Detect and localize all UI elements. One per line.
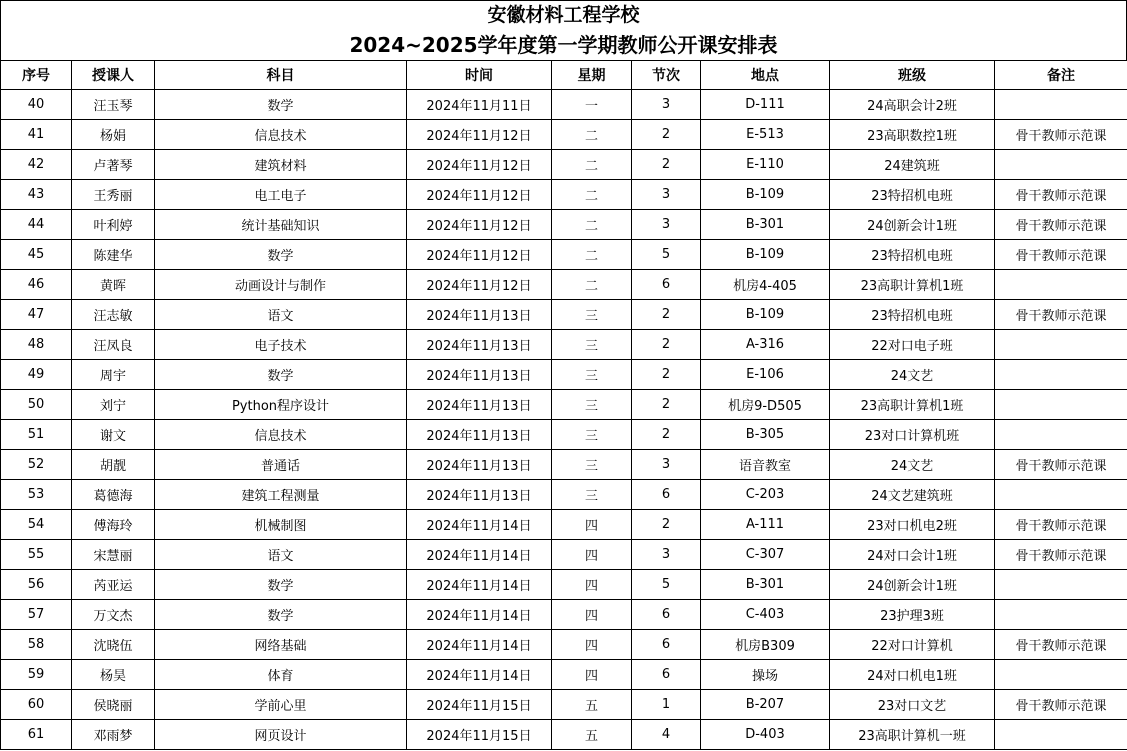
cell-col-remark [995,360,1127,390]
cell-col-weekday: 四 [552,540,632,570]
cell-col-index: 56 [1,570,72,600]
school-name: 安徽材料工程学校 [487,4,640,26]
table-row [1,480,1127,510]
cell-col-period: 3 [632,180,701,210]
cell-col-index: 60 [1,690,72,720]
cell-col-period: 2 [632,360,701,390]
cell-col-remark: 骨干教师示范课 [995,240,1127,270]
cell-col-period: 1 [632,690,701,720]
cell-col-date: 2024年11月12日 [407,150,552,180]
cell-col-location: 操场 [701,660,830,690]
cell-col-weekday: 四 [552,630,632,660]
cell-col-teacher: 万文杰 [72,600,155,630]
cell-col-date: 2024年11月13日 [407,450,552,480]
cell-col-teacher: 汪凤良 [72,330,155,360]
table-row [1,690,1127,720]
cell-col-weekday: 五 [552,690,632,720]
cell-col-remark [995,660,1127,690]
cell-col-index: 51 [1,420,72,450]
cell-col-date: 2024年11月13日 [407,480,552,510]
cell-col-location: B-305 [701,420,830,450]
cell-col-class: 23特招机电班 [830,240,995,270]
cell-col-class: 23特招机电班 [830,300,995,330]
cell-col-subject: 信息技术 [155,420,407,450]
cell-col-teacher: 周宇 [72,360,155,390]
cell-col-date: 2024年11月12日 [407,240,552,270]
cell-col-date: 2024年11月12日 [407,270,552,300]
cell-col-remark [995,600,1127,630]
cell-col-weekday: 四 [552,660,632,690]
cell-col-subject: 建筑工程测量 [155,480,407,510]
cell-col-teacher: 叶利婷 [72,210,155,240]
cell-col-class: 23高职数控1班 [830,120,995,150]
cell-col-date: 2024年11月12日 [407,210,552,240]
cell-col-date: 2024年11月14日 [407,510,552,540]
cell-col-index: 49 [1,360,72,390]
cell-col-remark: 骨干教师示范课 [995,510,1127,540]
cell-col-index: 54 [1,510,72,540]
cell-col-location: B-109 [701,300,830,330]
cell-col-date: 2024年11月14日 [407,630,552,660]
cell-col-class: 24对口机电1班 [830,660,995,690]
header-col-location: 地点 [701,61,830,90]
cell-col-period: 2 [632,150,701,180]
cell-col-date: 2024年11月14日 [407,570,552,600]
cell-col-remark: 骨干教师示范课 [995,450,1127,480]
cell-col-location: E-110 [701,150,830,180]
table-row [1,720,1127,750]
cell-col-period: 6 [632,660,701,690]
table-row [1,240,1127,270]
cell-col-subject: 电工电子 [155,180,407,210]
cell-col-teacher: 刘宁 [72,390,155,420]
cell-col-teacher: 芮亚运 [72,570,155,600]
cell-col-index: 44 [1,210,72,240]
table-row [1,540,1127,570]
cell-col-index: 55 [1,540,72,570]
cell-col-class: 23对口机电2班 [830,510,995,540]
cell-col-weekday: 三 [552,390,632,420]
cell-col-date: 2024年11月13日 [407,360,552,390]
table-row [1,210,1127,240]
cell-col-weekday: 四 [552,600,632,630]
cell-col-index: 47 [1,300,72,330]
cell-col-period: 2 [632,120,701,150]
cell-col-class: 22对口电子班 [830,330,995,360]
cell-col-index: 42 [1,150,72,180]
cell-col-class: 24文艺建筑班 [830,480,995,510]
cell-col-date: 2024年11月11日 [407,90,552,120]
cell-col-class: 24文艺 [830,450,995,480]
cell-col-subject: 语文 [155,540,407,570]
cell-col-teacher: 黄晖 [72,270,155,300]
cell-col-subject: 数学 [155,600,407,630]
table-row [1,390,1127,420]
cell-col-weekday: 二 [552,270,632,300]
cell-col-subject: Python程序设计 [155,390,407,420]
cell-col-remark [995,270,1127,300]
cell-col-date: 2024年11月14日 [407,660,552,690]
cell-col-period: 6 [632,480,701,510]
cell-col-weekday: 一 [552,90,632,120]
cell-col-class: 23高职计算机1班 [830,390,995,420]
cell-col-subject: 统计基础知识 [155,210,407,240]
cell-col-subject: 数学 [155,90,407,120]
cell-col-weekday: 四 [552,570,632,600]
cell-col-subject: 数学 [155,240,407,270]
cell-col-remark: 骨干教师示范课 [995,120,1127,150]
cell-col-class: 23高职计算机一班 [830,720,995,750]
cell-col-subject: 数学 [155,360,407,390]
cell-col-subject: 学前心里 [155,690,407,720]
cell-col-class: 24创新会计1班 [830,570,995,600]
cell-col-class: 24创新会计1班 [830,210,995,240]
cell-col-teacher: 陈建华 [72,240,155,270]
header-col-subject: 科目 [155,61,407,90]
cell-col-period: 3 [632,90,701,120]
cell-col-period: 2 [632,330,701,360]
title-block [0,0,1127,60]
cell-col-index: 53 [1,480,72,510]
cell-col-teacher: 葛德海 [72,480,155,510]
cell-col-date: 2024年11月13日 [407,420,552,450]
cell-col-date: 2024年11月15日 [407,690,552,720]
cell-col-weekday: 三 [552,360,632,390]
header-col-date: 时间 [407,61,552,90]
cell-col-teacher: 杨娟 [72,120,155,150]
cell-col-teacher: 汪志敏 [72,300,155,330]
cell-col-remark [995,480,1127,510]
cell-col-location: B-109 [701,180,830,210]
cell-col-index: 57 [1,600,72,630]
cell-col-location: A-111 [701,510,830,540]
header-col-period: 节次 [632,61,701,90]
cell-col-class: 24对口会计1班 [830,540,995,570]
cell-col-location: B-301 [701,570,830,600]
cell-col-location: E-106 [701,360,830,390]
table-row [1,600,1127,630]
cell-col-weekday: 四 [552,510,632,540]
cell-col-location: C-307 [701,540,830,570]
cell-col-location: D-111 [701,90,830,120]
cell-col-period: 6 [632,630,701,660]
cell-col-location: E-513 [701,120,830,150]
cell-col-remark: 骨干教师示范课 [995,210,1127,240]
cell-col-weekday: 三 [552,450,632,480]
cell-col-class: 23特招机电班 [830,180,995,210]
header-col-remark: 备注 [995,61,1127,90]
table-row [1,330,1127,360]
cell-col-location: 机房9-D505 [701,390,830,420]
cell-col-period: 2 [632,390,701,420]
header-col-index: 序号 [1,61,72,90]
cell-col-period: 2 [632,420,701,450]
cell-col-teacher: 宋慧丽 [72,540,155,570]
cell-col-location: A-316 [701,330,830,360]
cell-col-teacher: 卢著琴 [72,150,155,180]
cell-col-location: B-109 [701,240,830,270]
table-row [1,120,1127,150]
cell-col-weekday: 三 [552,330,632,360]
cell-col-date: 2024年11月12日 [407,120,552,150]
cell-col-index: 52 [1,450,72,480]
cell-col-date: 2024年11月15日 [407,720,552,750]
cell-col-subject: 电子技术 [155,330,407,360]
cell-col-index: 58 [1,630,72,660]
table-row [1,270,1127,300]
cell-col-subject: 信息技术 [155,120,407,150]
cell-col-index: 43 [1,180,72,210]
cell-col-date: 2024年11月12日 [407,180,552,210]
cell-col-class: 22对口计算机 [830,630,995,660]
cell-col-location: 机房B309 [701,630,830,660]
cell-col-weekday: 三 [552,480,632,510]
header-row [1,61,1127,90]
table-row [1,450,1127,480]
cell-col-period: 3 [632,210,701,240]
table-row [1,360,1127,390]
cell-col-remark [995,330,1127,360]
cell-col-location: B-207 [701,690,830,720]
cell-col-subject: 网页设计 [155,720,407,750]
cell-col-period: 5 [632,570,701,600]
cell-col-period: 5 [632,240,701,270]
cell-col-index: 45 [1,240,72,270]
cell-col-weekday: 三 [552,420,632,450]
cell-col-weekday: 二 [552,210,632,240]
cell-col-weekday: 二 [552,180,632,210]
cell-col-teacher: 侯晓丽 [72,690,155,720]
cell-col-subject: 语文 [155,300,407,330]
table-row [1,570,1127,600]
cell-col-class: 23对口计算机班 [830,420,995,450]
cell-col-class: 24建筑班 [830,150,995,180]
cell-col-weekday: 二 [552,120,632,150]
cell-col-period: 6 [632,270,701,300]
cell-col-index: 48 [1,330,72,360]
cell-col-date: 2024年11月14日 [407,600,552,630]
table-row [1,630,1127,660]
cell-col-remark [995,150,1127,180]
cell-col-remark: 骨干教师示范课 [995,540,1127,570]
cell-col-period: 3 [632,450,701,480]
cell-col-class: 24文艺 [830,360,995,390]
table-row [1,660,1127,690]
cell-col-index: 41 [1,120,72,150]
cell-col-location: D-403 [701,720,830,750]
cell-col-subject: 普通话 [155,450,407,480]
cell-col-period: 2 [632,300,701,330]
cell-col-remark [995,390,1127,420]
cell-col-period: 6 [632,600,701,630]
cell-col-teacher: 沈晓伍 [72,630,155,660]
cell-col-index: 40 [1,90,72,120]
cell-col-remark: 骨干教师示范课 [995,630,1127,660]
header-col-class: 班级 [830,61,995,90]
cell-col-teacher: 傅海玲 [72,510,155,540]
cell-col-subject: 动画设计与制作 [155,270,407,300]
cell-col-remark [995,720,1127,750]
table-row [1,510,1127,540]
cell-col-class: 23对口文艺 [830,690,995,720]
header-col-teacher: 授课人 [72,61,155,90]
cell-col-subject: 网络基础 [155,630,407,660]
cell-col-period: 3 [632,540,701,570]
cell-col-date: 2024年11月13日 [407,330,552,360]
cell-col-teacher: 王秀丽 [72,180,155,210]
schedule-table [0,60,1127,750]
cell-col-period: 4 [632,720,701,750]
cell-col-weekday: 五 [552,720,632,750]
cell-col-remark: 骨干教师示范课 [995,180,1127,210]
table-row [1,150,1127,180]
cell-col-period: 2 [632,510,701,540]
cell-col-remark: 骨干教师示范课 [995,690,1127,720]
cell-col-location: B-301 [701,210,830,240]
header-col-weekday: 星期 [552,61,632,90]
cell-col-teacher: 谢文 [72,420,155,450]
cell-col-remark: 骨干教师示范课 [995,300,1127,330]
cell-col-date: 2024年11月13日 [407,300,552,330]
cell-col-remark [995,420,1127,450]
cell-col-location: 语音教室 [701,450,830,480]
cell-col-teacher: 邓雨梦 [72,720,155,750]
cell-col-index: 61 [1,720,72,750]
cell-col-index: 46 [1,270,72,300]
cell-col-index: 50 [1,390,72,420]
table-row [1,300,1127,330]
cell-col-teacher: 杨昊 [72,660,155,690]
cell-col-subject: 体育 [155,660,407,690]
schedule-title: 2024~2025学年度第一学期教师公开课安排表 [349,33,778,57]
cell-col-subject: 数学 [155,570,407,600]
cell-col-teacher: 汪玉琴 [72,90,155,120]
cell-col-weekday: 二 [552,240,632,270]
cell-col-remark [995,570,1127,600]
cell-col-class: 23护理3班 [830,600,995,630]
cell-col-class: 23高职计算机1班 [830,270,995,300]
cell-col-teacher: 胡靓 [72,450,155,480]
cell-col-location: C-203 [701,480,830,510]
cell-col-weekday: 二 [552,150,632,180]
table-row [1,180,1127,210]
table-body [1,90,1127,750]
cell-col-date: 2024年11月13日 [407,390,552,420]
cell-col-date: 2024年11月14日 [407,540,552,570]
cell-col-remark [995,90,1127,120]
cell-col-subject: 建筑材料 [155,150,407,180]
table-row [1,90,1127,120]
table-row [1,420,1127,450]
cell-col-class: 24高职会计2班 [830,90,995,120]
cell-col-location: 机房4-405 [701,270,830,300]
cell-col-subject: 机械制图 [155,510,407,540]
cell-col-index: 59 [1,660,72,690]
cell-col-weekday: 三 [552,300,632,330]
cell-col-location: C-403 [701,600,830,630]
